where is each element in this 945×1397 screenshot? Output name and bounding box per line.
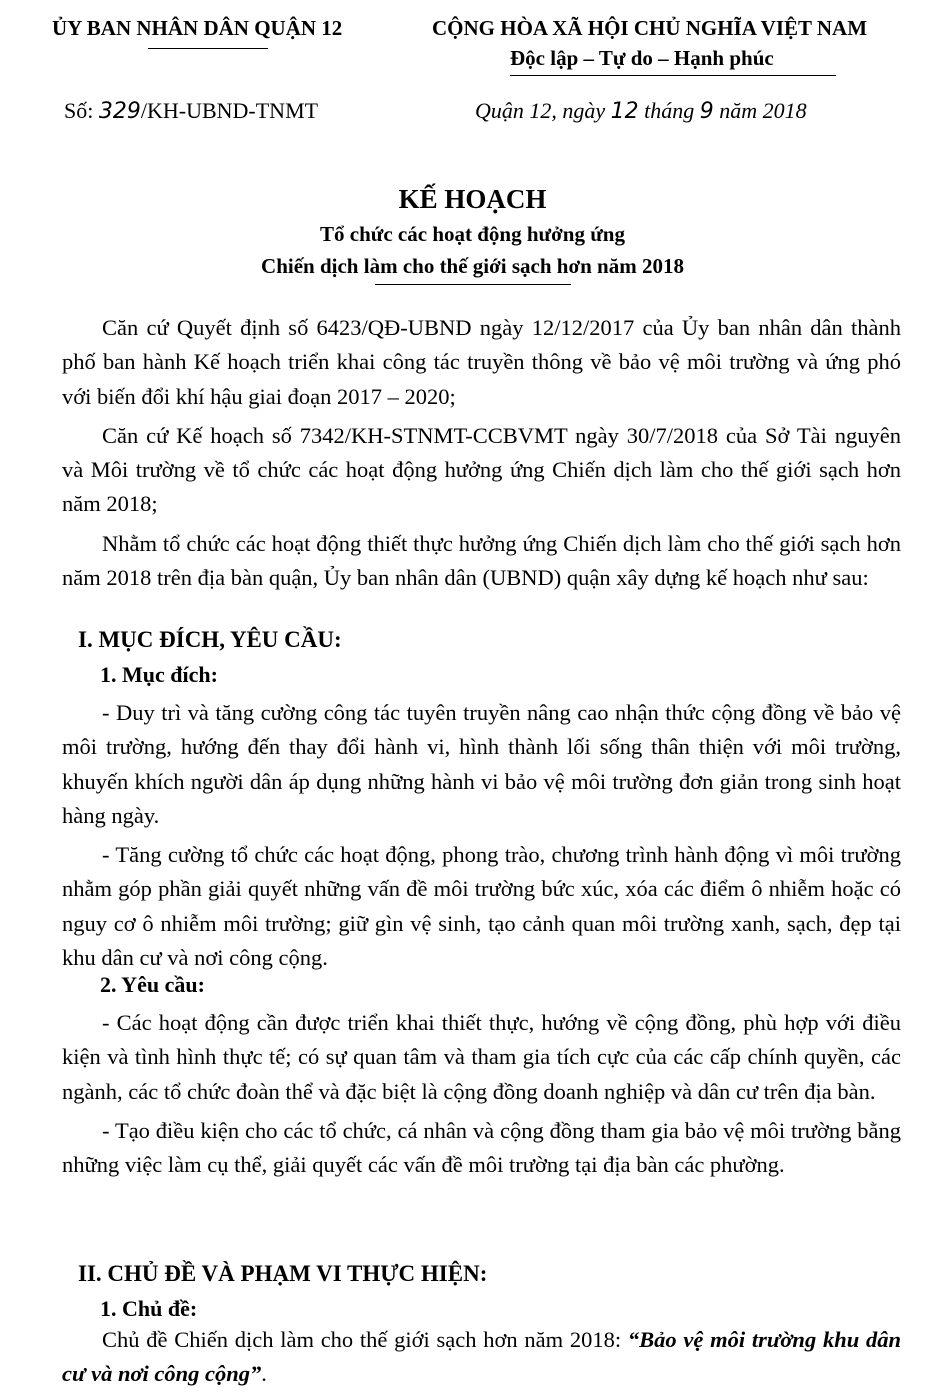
date-mid: tháng xyxy=(638,98,700,123)
theme-paragraph xyxy=(62,1323,901,1392)
number-handwritten: 329 xyxy=(98,99,141,124)
date-prefix: Quận 12, ngày xyxy=(475,98,611,123)
date-month: 9 xyxy=(699,99,714,124)
agency-name: ỦY BAN NHÂN DÂN QUẬN 12 xyxy=(52,16,343,40)
purpose-item-1: - Duy trì và tăng cường công tác tuyên truyền nâng cao nhận thức cộng đồng về bảo vệ môi trường, hướng đến thay đổi hành vi, hình thành lối sống thân thiện với môi trường, khuyến khích người dân áp dụng những hành vi bảo vệ môi trường đơn giản trong sinh hoạt hàng ngày. xyxy=(62,700,901,828)
section-2-sub-1: 1. Chủ đề: xyxy=(100,1296,198,1321)
date-suffix: năm 2018 xyxy=(713,98,807,123)
section-1-sub-1-block xyxy=(62,696,901,980)
document-date xyxy=(475,98,807,124)
agency-underline xyxy=(148,48,268,49)
date-day: 12 xyxy=(610,99,639,124)
intro-paragraph-3: Nhằm tổ chức các hoạt động thiết thực hưởng ứng Chiến dịch làm cho thế giới sạch hơn năm 2018 trên địa bàn quận, Ủy ban nhân dân (UBND) quận xây dựng kế hoạch như sau: xyxy=(62,530,901,591)
document-title: KẾ HOẠCH xyxy=(398,184,547,214)
title-underline xyxy=(375,284,571,285)
section-1-sub-1: 1. Mục đích: xyxy=(100,662,218,687)
motto-underline xyxy=(510,75,836,76)
theme-prefix: Chủ đề Chiến dịch làm cho thế giới sạch hơn năm 2018: xyxy=(102,1327,628,1352)
title-line-2: Chiến dịch làm cho thế giới sạch hơn năm 2018 xyxy=(261,254,684,278)
number-prefix: Số: xyxy=(64,98,99,123)
requirement-item-2: - Tạo điều kiện cho các tổ chức, cá nhân và cộng đồng tham gia bảo vệ môi trường bằng những việc làm cụ thể, giải quyết các vấn đề môi trường tại địa bàn các phường. xyxy=(62,1117,901,1178)
section-1-heading: I. MỤC ĐÍCH, YÊU CẦU: xyxy=(78,627,342,652)
motto: Độc lập – Tự do – Hạnh phúc xyxy=(510,46,774,70)
theme-end: . xyxy=(261,1361,267,1387)
section-2-heading: II. CHỦ ĐỀ VÀ PHẠM VI THỰC HIỆN: xyxy=(78,1261,488,1286)
title-line-1: Tổ chức các hoạt động hưởng ứng xyxy=(320,222,625,246)
intro-block xyxy=(62,311,901,600)
purpose-item-2: - Tăng cường tổ chức các hoạt động, phong trào, chương trình hành động vì môi trường nhằm góp phần giải quyết những vấn đề môi trường bức xúc, xóa các điểm ô nhiễm hoặc có nguy cơ ô nhiễm môi trường; giữ gìn vệ sinh, tạo cảnh quan môi trường xanh, sạch, đẹp tại khu dân cư và nơi công cộng. xyxy=(62,842,901,971)
number-suffix: /KH-UBND-TNMT xyxy=(140,98,319,123)
theme-block xyxy=(62,1323,901,1397)
nation-name: CỘNG HÒA XÃ HỘI CHỦ NGHĨA VIỆT NAM xyxy=(432,16,868,40)
section-1-sub-2-block xyxy=(62,1006,901,1187)
section-1-sub-2: 2. Yêu cầu: xyxy=(100,972,205,997)
document-number xyxy=(64,98,318,124)
intro-paragraph-2: Căn cứ Kế hoạch số 7342/KH-STNMT-CCBVMT ngày 30/7/2018 của Sở Tài nguyên và Môi trường về tổ chức các hoạt động hưởng ứng Chiến dịch làm cho thế giới sạch hơn năm 2018; xyxy=(62,422,901,517)
intro-paragraph-1: Căn cứ Quyết định số 6423/QĐ-UBND ngày 12/12/2017 của Ủy ban nhân dân thành phố ban hành Kế hoạch triển khai công tác truyền thông về bảo vệ môi trường và ứng phó với biến đổi khí hậu giai đoạn 2017 – 2020; xyxy=(62,315,901,409)
theme-quote: “Bảo vệ môi trường khu dân cư và nơi công cộng” xyxy=(62,1327,901,1387)
requirement-item-1: - Các hoạt động cần được triển khai thiết thực, hướng về cộng đồng, phù hợp với điều kiện và tình hình thực tế; có sự quan tâm và tham gia tích cực của các cấp chính quyền, các ngành, các tổ chức đoàn thể và đặc biệt là cộng đồng doanh nghiệp và dân cư trên địa bàn. xyxy=(62,1010,901,1104)
